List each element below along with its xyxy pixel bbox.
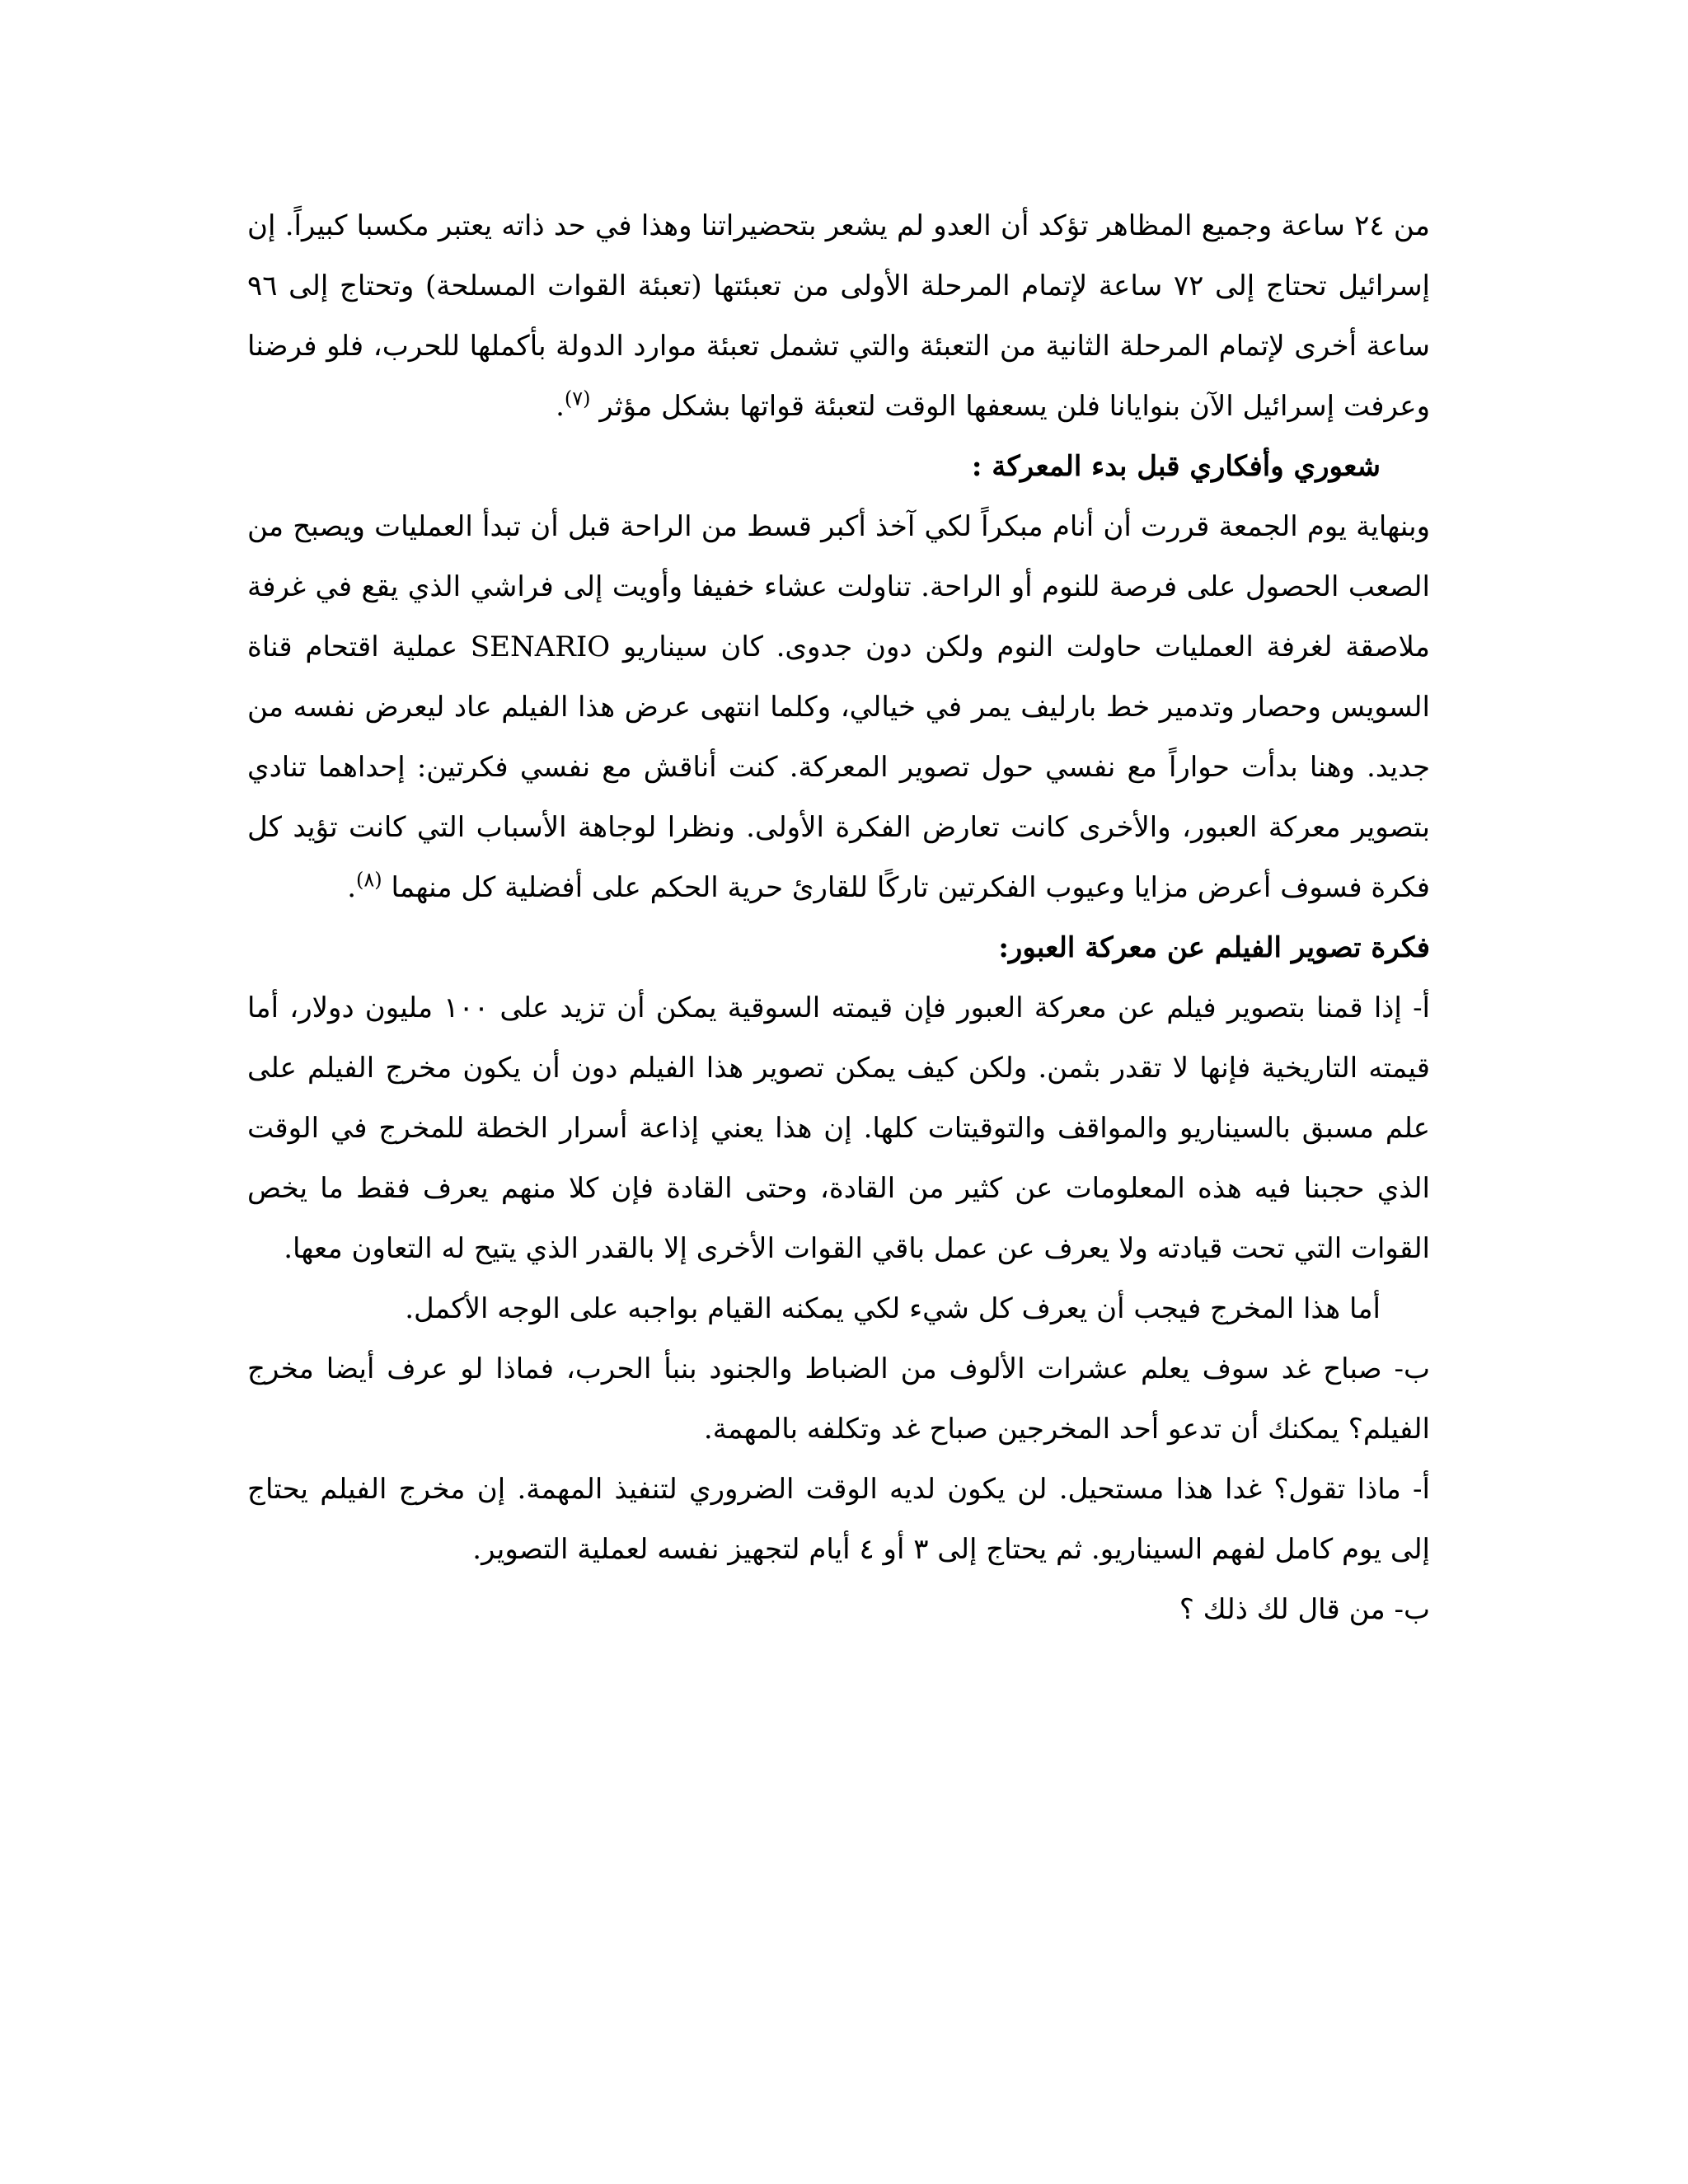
paragraph-night-before [247,497,1430,918]
paragraph-argument-b2: ب- من قال لك ذلك ؟ [1179,1593,1430,1626]
document-page [247,196,1430,1640]
paragraph-argument-a1: أ- إذا قمنا بتصوير فيلم عن معركة العبور فإن قيمته السوقية يمكن أن تزيد على ١٠٠ مليون دولار، أما قيمته التاريخية فإنها لا تقدر بثمن. ولكن كيف يمكن تصوير هذا الفيلم دون أن يكون مخرج الفيلم على علم مسبق بالسيناريو والمواقف والتوقيتات كلها. إن هذا يعني إذاعة أسرار الخطة للمخرج في الوقت الذي حجبنا فيه هذه المعلومات عن كثير من القادة، وحتى القادة فإن كلا منهم يعرف فقط ما يخص القوات التي تحت قيادته ولا يعرف عن عمل باقي القوات الأخرى إلا بالقدر الذي يتيح له التعاون معها. [247,991,1431,1265]
section-heading-feelings: شعوري وأفكاري قبل بدء المعركة : [971,450,1381,483]
paragraph-director-must-know: أما هذا المخرج فيجب أن يعرف كل شيء لكي يمكنه القيام بواجبه على الوجه الأكمل. [405,1292,1381,1325]
paragraph-end: . [347,871,356,904]
paragraph-argument-b1: ب- صباح غد سوف يعلم عشرات الألوف من الضباط والجنود بنبأ الحرب، فماذا لو عرف أيضا مخرج الفيلم؟ يمكنك أن تدعو أحد المخرجين صباح غد وتكلفه بالمهمة. [247,1352,1430,1446]
footnote-marker: (٧) [564,387,591,410]
paragraph-argument-a2: أ- ماذا تقول؟ غدا هذا مستحيل. لن يكون لديه الوقت الضروري لتنفيذ المهمة. إن مخرج الفيلم يحتاج إلى يوم كامل لفهم السيناريو. ثم يحتاج إلى ٣ أو ٤ أيام لتجهيز نفسه لعملية التصوير. [247,1473,1430,1566]
paragraph-hours-to-mobilize [247,196,1430,437]
paragraph-end: . [556,390,565,423]
footnote-marker: (٨) [356,868,382,892]
section-heading-film-idea: فكرة تصوير الفيلم عن معركة العبور: [998,931,1430,964]
paragraph-text: من ٢٤ ساعة وجميع المظاهر تؤكد أن العدو لم يشعر بتحضيراتنا وهذا في حد ذاته يعتبر مكسبا كبيراً. إن إسرائيل تحتاج إلى ٧٢ ساعة لإتمام المرحلة الأولى من تعبئتها (تعبئة القوات المسلحة) وتحتاج إلى ٩٦ ساعة أخرى لإتمام المرحلة الثانية من التعبئة والتي تشمل تعبئة موارد الدولة بأكملها للحرب، فلو فرضنا وعرفت إسرائيل الآن بنوايانا فلن يسعفها الوقت لتعبئة قواتها بشكل مؤثر [247,209,1430,423]
paragraph-text: وبنهاية يوم الجمعة قررت أن أنام مبكراً لكي آخذ أكبر قسط من الراحة قبل أن تبدأ العمليات ويصبح من الصعب الحصول على فرصة للنوم أو الراحة. تناولت عشاء خفيفا وأويت إلى فراشي الذي يقع في غرفة ملاصقة لغرفة العمليات حاولت النوم ولكن دون جدوى. كان سيناريو SENARIO عملية اقتحام قناة السويس وحصار وتدمير خط بارليف يمر في خيالي، وكلما انتهى عرض هذا الفيلم عاد ليعرض نفسه من جديد. وهنا بدأت حواراً مع نفسي حول تصوير المعركة. كنت أناقش مع نفسي فكرتين: إحداهما تنادي بتصوير معركة العبور، والأخرى كانت تعارض الفكرة الأولى. ونظرا لوجاهة الأسباب التي كانت تؤيد كل فكرة فسوف أعرض مزايا وعيوب الفكرتين تاركًا للقارئ حرية الحكم على أفضلية كل منهما [247,510,1430,904]
